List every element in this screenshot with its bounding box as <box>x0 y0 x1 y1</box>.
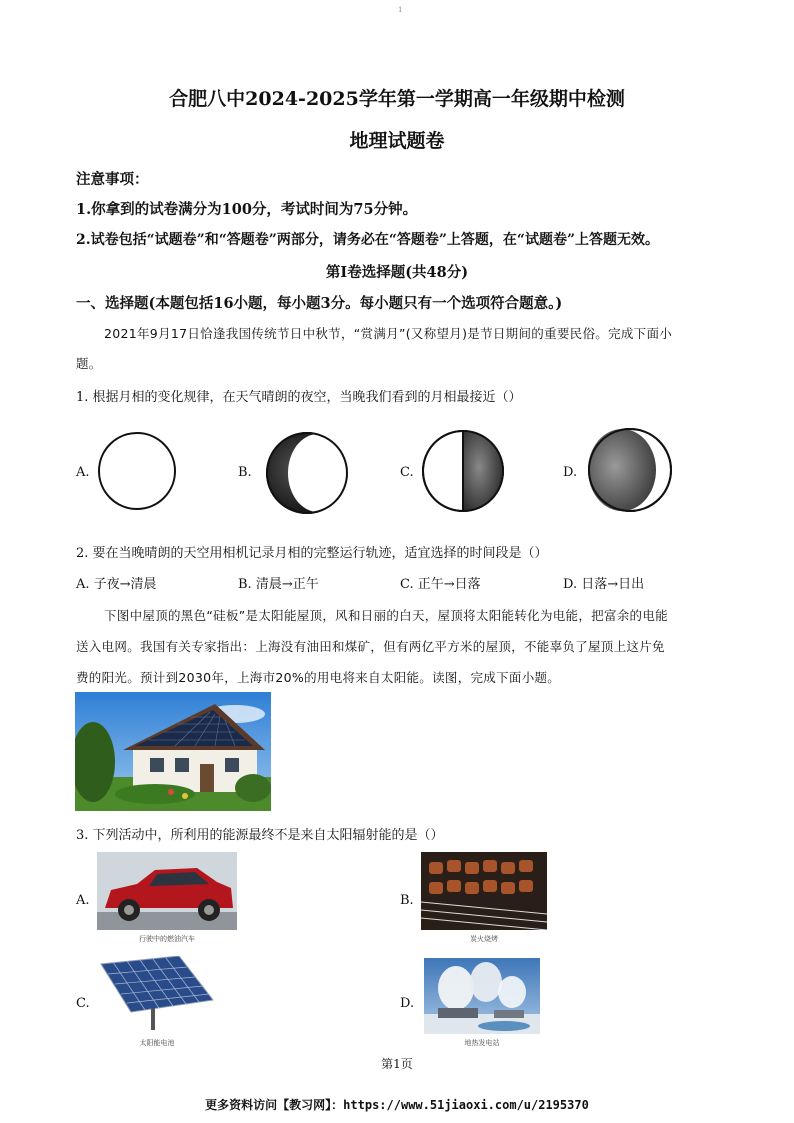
q1-option-c-label: C. <box>400 465 414 480</box>
solar-panel-photo <box>97 956 217 1034</box>
q2-option-a: A. 子夜→清晨 <box>76 577 157 592</box>
section-title: 第Ⅰ卷选择题(共48分) <box>325 264 469 281</box>
geothermal-plant-photo <box>424 958 540 1034</box>
exam-title: 合肥八中2024-2025学年第一学期高一年级期中检测 <box>169 88 625 110</box>
notice-item-1: 1.你拿到的试卷满分为100分，考试时间为75分钟。 <box>76 201 418 218</box>
intro1-line2: 题。 <box>76 356 102 371</box>
q3-caption-a: 行驶中的燃油汽车 <box>139 935 195 943</box>
q3-option-c-label: C. <box>76 996 90 1011</box>
q3-caption-b: 炭火烧烤 <box>470 935 498 943</box>
intro1-line1: 2021年9月17日恰逢我国传统节日中秋节，“赏满月”(又称望月)是节日期间的重要民俗。完成下面小 <box>104 326 673 341</box>
q2-option-c: C. 正午→日落 <box>400 577 481 592</box>
page-top-mark: 1 <box>398 6 403 14</box>
q1-option-d-label: D. <box>563 465 578 480</box>
q1-option-b-label: B. <box>238 465 252 480</box>
intro2-line3: 费的阳光。预计到2030年，上海市20%的用电将来自太阳能。读图，完成下面小题。 <box>76 670 561 685</box>
part-heading: 一、选择题(本题包括16小题，每小题3分。每小题只有一个选项符合题意。) <box>76 295 563 312</box>
q3-caption-d: 地热发电站 <box>464 1039 500 1047</box>
intro2-line2: 送入电网。我国有关专家指出：上海没有油田和煤矿，但有两亿平方米的屋顶，不能辜负了屋顶上这片免 <box>76 639 665 654</box>
moon-half-icon <box>420 428 506 514</box>
moon-crescent-left-icon <box>260 430 354 516</box>
solar-roof-house-photo <box>75 692 271 811</box>
charcoal-barbecue-photo <box>421 852 547 930</box>
q1-option-a-label: A. <box>76 465 90 480</box>
q2-stem: 2. 要在当晚晴朗的天空用相机记录月相的完整运行轨迹，适宜选择的时间段是（） <box>76 546 548 561</box>
notice-item-2: 2.试卷包括“试题卷”和“答题卷”两部分，请务必在“答题卷”上答题，在“试题卷”上答题无效。 <box>76 232 660 248</box>
q3-stem: 3. 下列活动中，所利用的能源最终不是来自太阳辐射能的是（） <box>76 828 444 843</box>
notice-heading: 注意事项： <box>76 171 149 188</box>
moon-gibbous-icon <box>584 426 676 514</box>
page-number: 第1页 <box>381 1057 413 1071</box>
footer-link[interactable]: 更多资料访问【教习网】：https://www.51jiaoxi.com/u/2195370 <box>205 1098 589 1112</box>
q2-option-d: D. 日落→日出 <box>563 577 645 592</box>
fuel-car-photo <box>97 852 237 930</box>
q3-option-a-label: A. <box>76 893 90 908</box>
moon-full-icon <box>96 430 178 512</box>
q2-option-b: B. 清晨→正午 <box>238 577 319 592</box>
q3-caption-c: 太阳能电池 <box>139 1039 175 1047</box>
q3-option-d-label: D. <box>400 996 415 1011</box>
q1-stem: 1. 根据月相的变化规律，在天气晴朗的夜空，当晚我们看到的月相最接近（） <box>76 390 522 405</box>
intro2-line1: 下图中屋顶的黑色“硅板”是太阳能屋顶，风和日丽的白天，屋顶将太阳能转化为电能，把富余的电能 <box>104 608 668 623</box>
exam-subtitle: 地理试题卷 <box>349 130 445 152</box>
q3-option-b-label: B. <box>400 893 414 908</box>
